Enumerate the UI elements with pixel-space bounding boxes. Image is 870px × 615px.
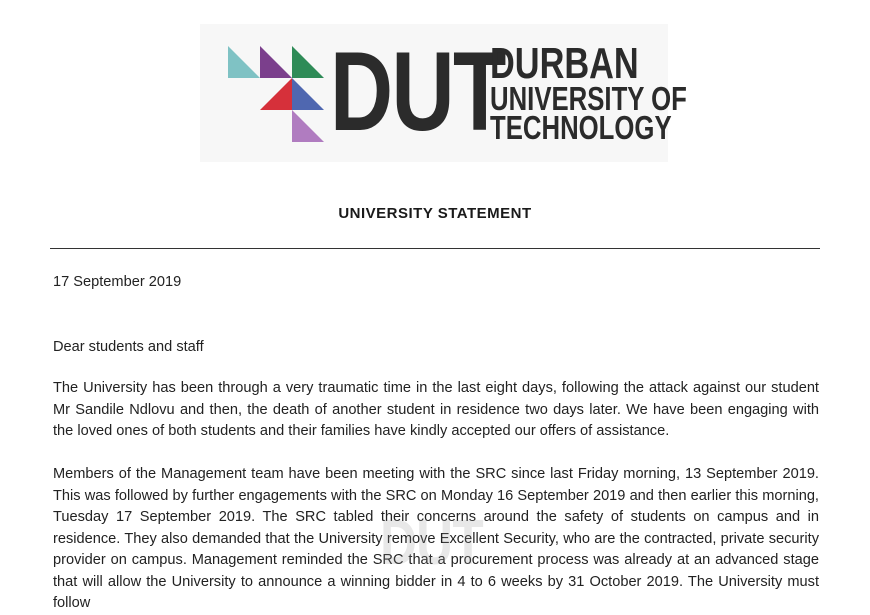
logo-triangle-lilac: [292, 110, 324, 142]
dut-triangle-mosaic-icon: [228, 46, 324, 142]
logo-triangle-teal: [228, 46, 260, 78]
logo-abbreviation: DUT: [330, 29, 505, 154]
logo-line-2: UNIVERSITY OF: [490, 80, 687, 117]
logo-wordmark: [490, 39, 687, 146]
paragraph-2: Members of the Management team have been meeting with the SRC since last Friday morning, 13 September 2019. This was followed by further engagements with the SRC on Monday 16 September 2019 and then earlier this morning, Tuesday 17 September 2019. The SRC tabled their concerns around the safety of students on campus and in residence. They also demanded that the University remove Excellent Security, who are the contracted, private security provider on campus. Management reminded the SRC that a procurement process was already at an advanced stage that will allow the University to announce a winning bidder in 4 to 6 weeks by 31 October 2019. The University must follow: [53, 466, 819, 611]
statement-date: 17 September 2019: [53, 274, 182, 290]
dut-watermark: DUT: [380, 506, 483, 578]
logo-triangle-blue: [292, 78, 324, 110]
statement-heading: UNIVERSITY STATEMENT: [338, 205, 532, 222]
logo-line-1: DURBAN: [490, 39, 639, 88]
paragraph-1: The University has been through a very traumatic time in the last eight days, following the attack against our student Mr Sandile Ndlovu and then, the death of another student in residence two days later. We have been engaging with the loved ones of both students and their families have kindly accepted our offers of assistance.: [53, 380, 819, 439]
logo-triangle-purple: [260, 46, 292, 78]
logo-triangle-red: [260, 78, 292, 110]
greeting: Dear students and staff: [53, 339, 204, 355]
logo-triangle-green: [292, 46, 324, 78]
logo-line-3: TECHNOLOGY: [490, 109, 672, 146]
divider: [50, 248, 820, 249]
dut-logo: [200, 24, 687, 162]
